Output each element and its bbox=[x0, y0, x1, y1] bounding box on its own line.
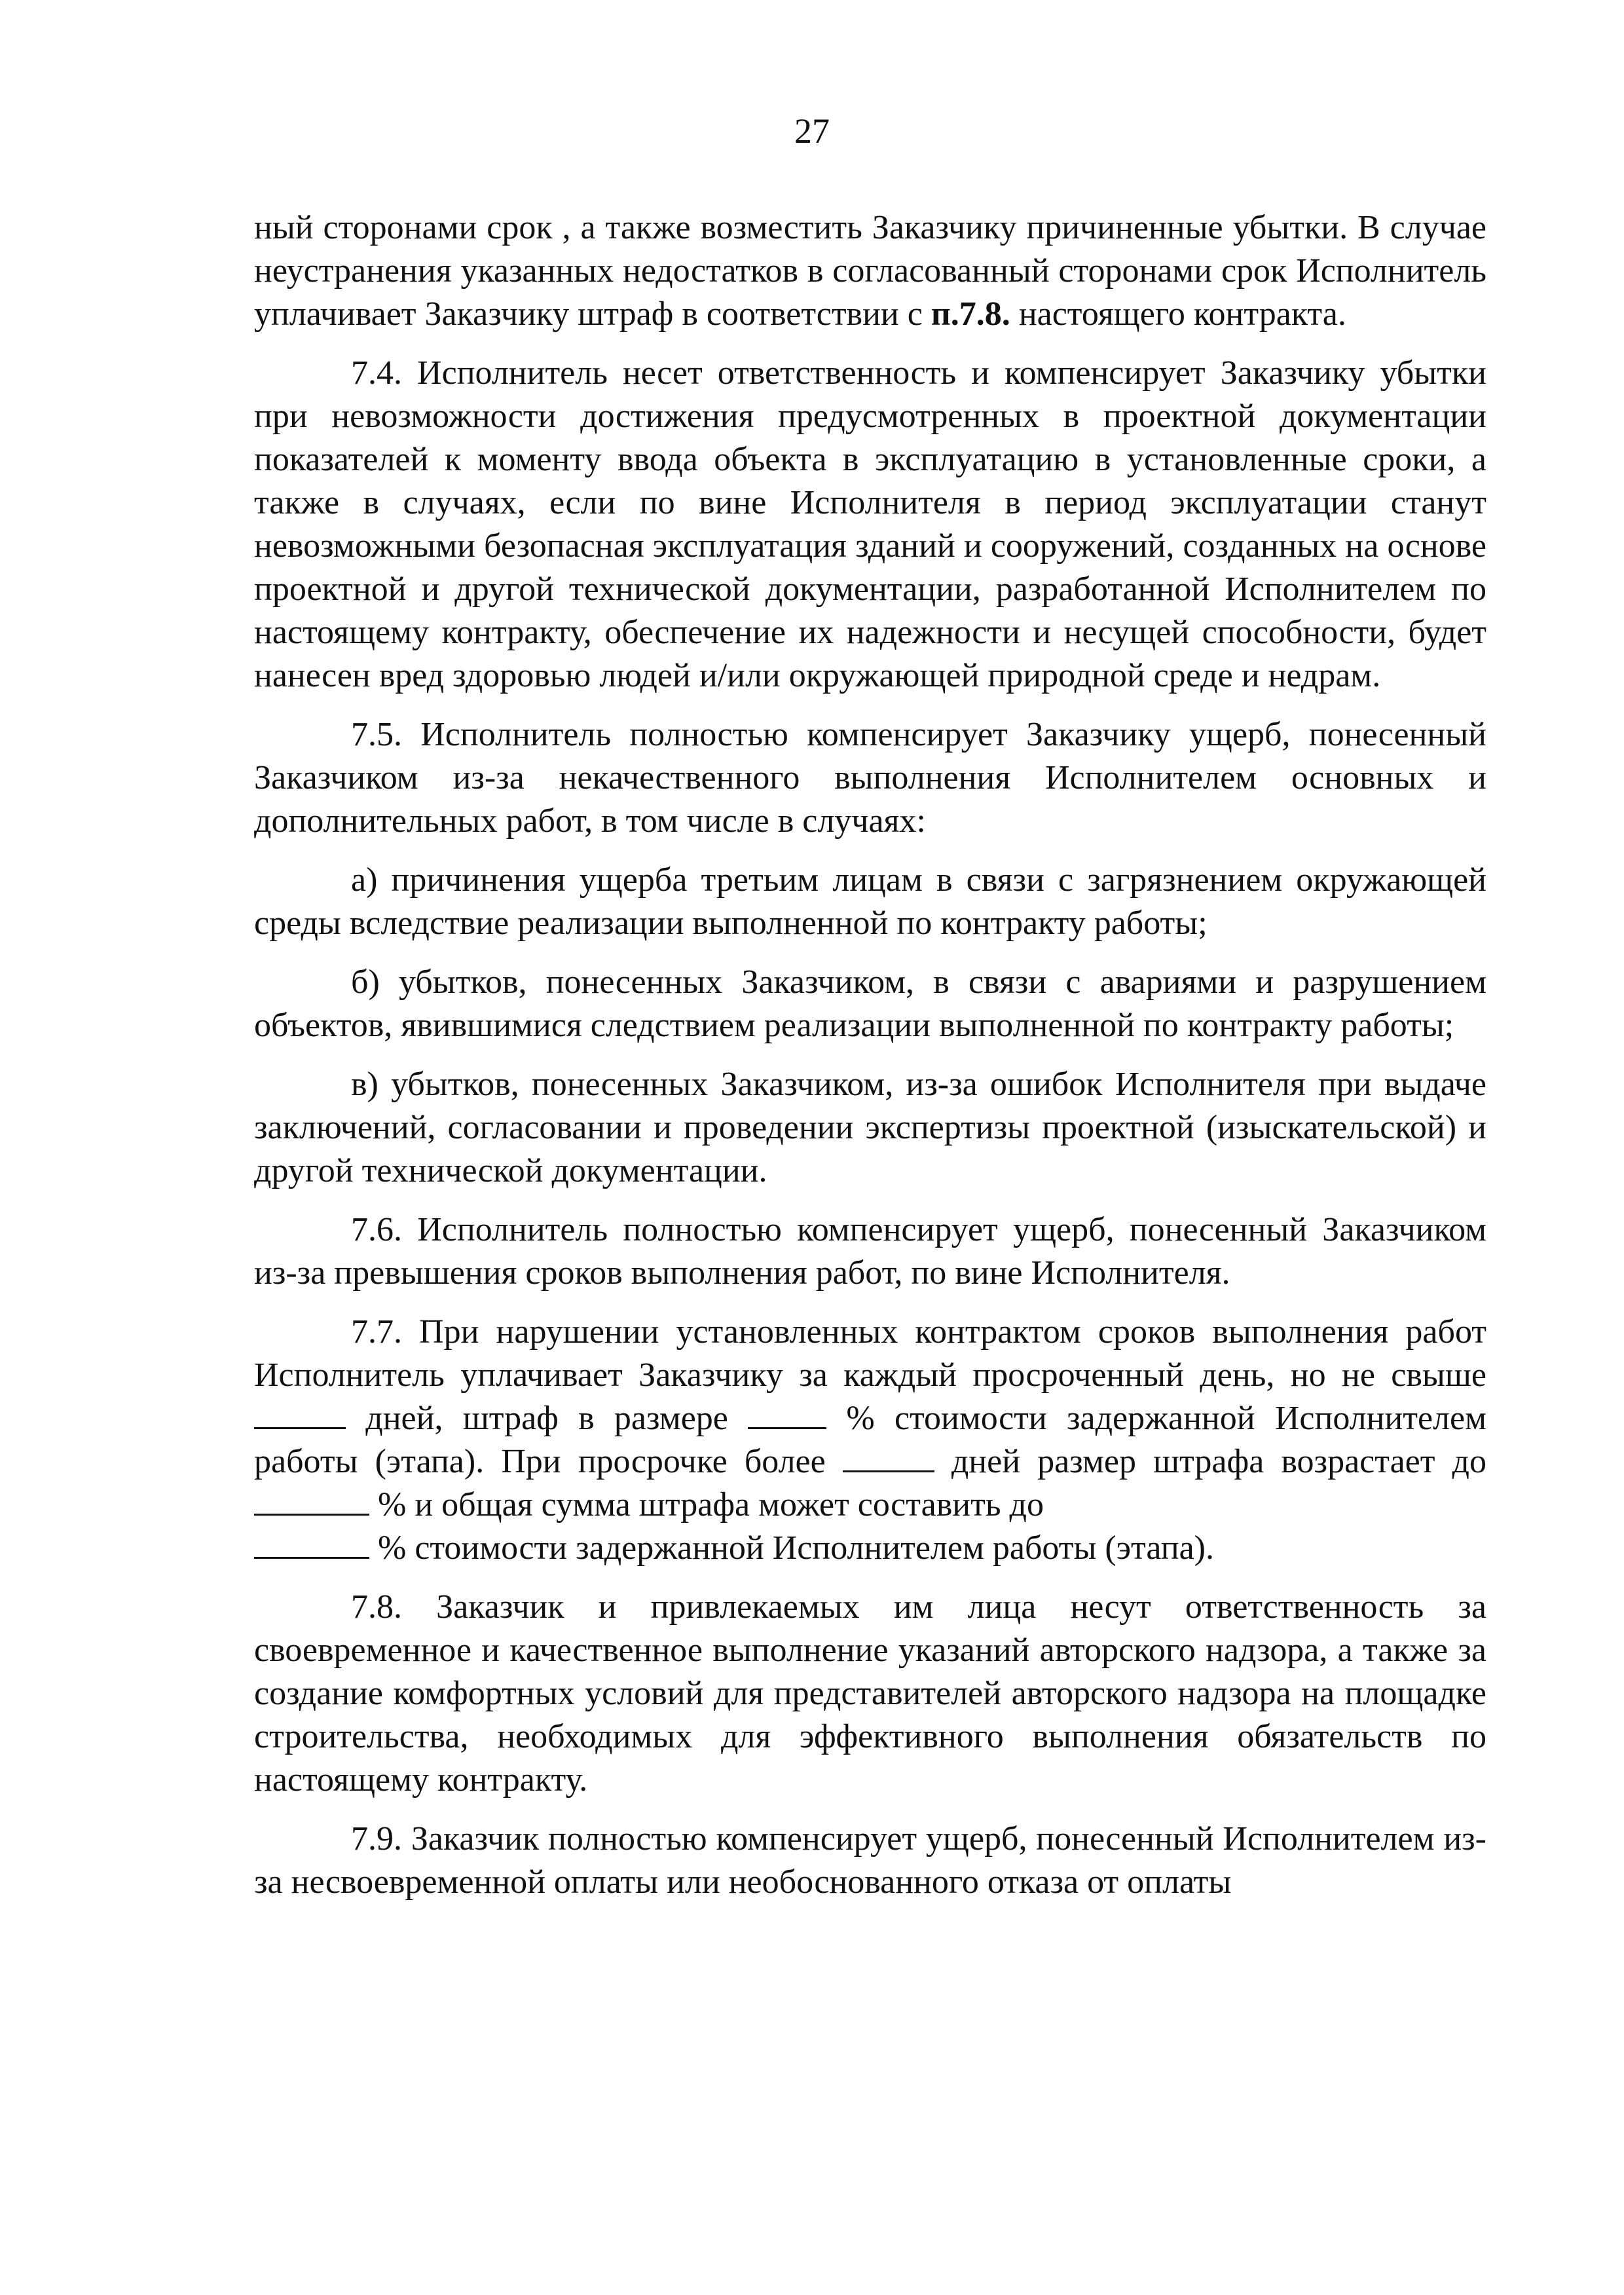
clause-7-7-text-4: дней размер штрафа возрастает до bbox=[934, 1443, 1486, 1480]
blank-penalty-percent-field[interactable] bbox=[748, 1398, 826, 1429]
paragraph-continuation-text-a: ный сторонами срок , а также возместить Заказчику причиненные убытки. В случае неустранения указанных недостатков в согласованный сторонами срок Исполнитель уплачивает Заказчику штраф в соответствии с bbox=[254, 209, 1486, 333]
clause-7-8: 7.8. Заказчик и привлекаемых им лица несут ответственность за своевременное и качественное выполнение указаний авторского надзора, а также за создание комфортных условий для представителей авторского надзора на площадке строительства, необходимых для эффективного выполнения обязательств по настоящему контракту. bbox=[254, 1588, 1486, 1799]
clause-7-5-item-a: а) причинения ущерба третьим лицам в связи с загрязнением окружающей среды вследствие реализации выполненной по контракту работы; bbox=[254, 861, 1486, 942]
clause-7-7-text-3: % стоимости задержанной Исполнителем работы (этапа). При просрочке более bbox=[254, 1400, 1486, 1480]
clause-7-5-item-v: в) убытков, понесенных Заказчиком, из-за ошибок Исполнителя при выдаче заключений, согласовании и проведении экспертизы проектной (изыскательской) и другой технической документации. bbox=[254, 1066, 1486, 1189]
paragraph-continuation-text-b: настоящего контракта. bbox=[1010, 295, 1346, 333]
clause-7-6: 7.6. Исполнитель полностью компенсирует ущерб, понесенный Заказчиком из-за превышения сроков выполнения работ, по вине Исполнителя. bbox=[254, 1211, 1486, 1292]
blank-delay-days-field[interactable] bbox=[843, 1442, 934, 1472]
blank-increased-percent-field[interactable] bbox=[254, 1485, 369, 1516]
clause-7-7 bbox=[254, 1311, 1486, 1570]
clause-7-7-text-1: 7.7. При нарушении установленных контрактом сроков выполнения работ Исполнитель уплачивает Заказчику за каждый просроченный день, но не свыше bbox=[254, 1313, 1486, 1394]
blank-max-days-field[interactable] bbox=[254, 1398, 346, 1429]
clause-7-7-text-2: дней, штраф в размере bbox=[346, 1400, 748, 1437]
blank-total-percent-field[interactable] bbox=[254, 1528, 369, 1559]
page-number: 27 bbox=[794, 111, 830, 151]
paragraph-continuation bbox=[254, 206, 1486, 336]
clause-7-5: 7.5. Исполнитель полностью компенсирует Заказчику ущерб, понесенный Заказчиком из-за некачественного выполнения Исполнителем основных и дополнительных работ, в том числе в случаях: bbox=[254, 716, 1486, 840]
clause-reference-7-8: п.7.8. bbox=[931, 295, 1010, 333]
document-body bbox=[254, 206, 1486, 1920]
clause-7-7-text-5: % и общая сумма штрафа может составить до bbox=[369, 1486, 1044, 1523]
clause-7-9: 7.9. Заказчик полностью компенсирует ущерб, понесенный Исполнителем из-за несвоевременной оплаты или необоснованного отказа от оплаты bbox=[254, 1820, 1486, 1901]
clause-7-5-item-b: б) убытков, понесенных Заказчиком, в связи с авариями и разрушением объектов, явившимися следствием реализации выполненной по контракту работы; bbox=[254, 963, 1486, 1044]
clause-7-7-text-6: % стоимости задержанной Исполнителем работы (этапа). bbox=[369, 1529, 1214, 1567]
clause-7-4: 7.4. Исполнитель несет ответственность и компенсирует Заказчику убытки при невозможности достижения предусмотренных в проектной документации показателей к моменту ввода объекта в эксплуатацию в установленные сроки, а также в случаях, если по вине Исполнителя в период эксплуатации станут невозможными безопасная эксплуатация зданий и сооружений, созданных на основе проектной и другой технической документации, разработанной Исполнителем по настоящему контракту, обеспечение их надежности и несущей способности, будет нанесен вред здоровью людей и/или окружающей природной среде и недрам. bbox=[254, 354, 1486, 694]
